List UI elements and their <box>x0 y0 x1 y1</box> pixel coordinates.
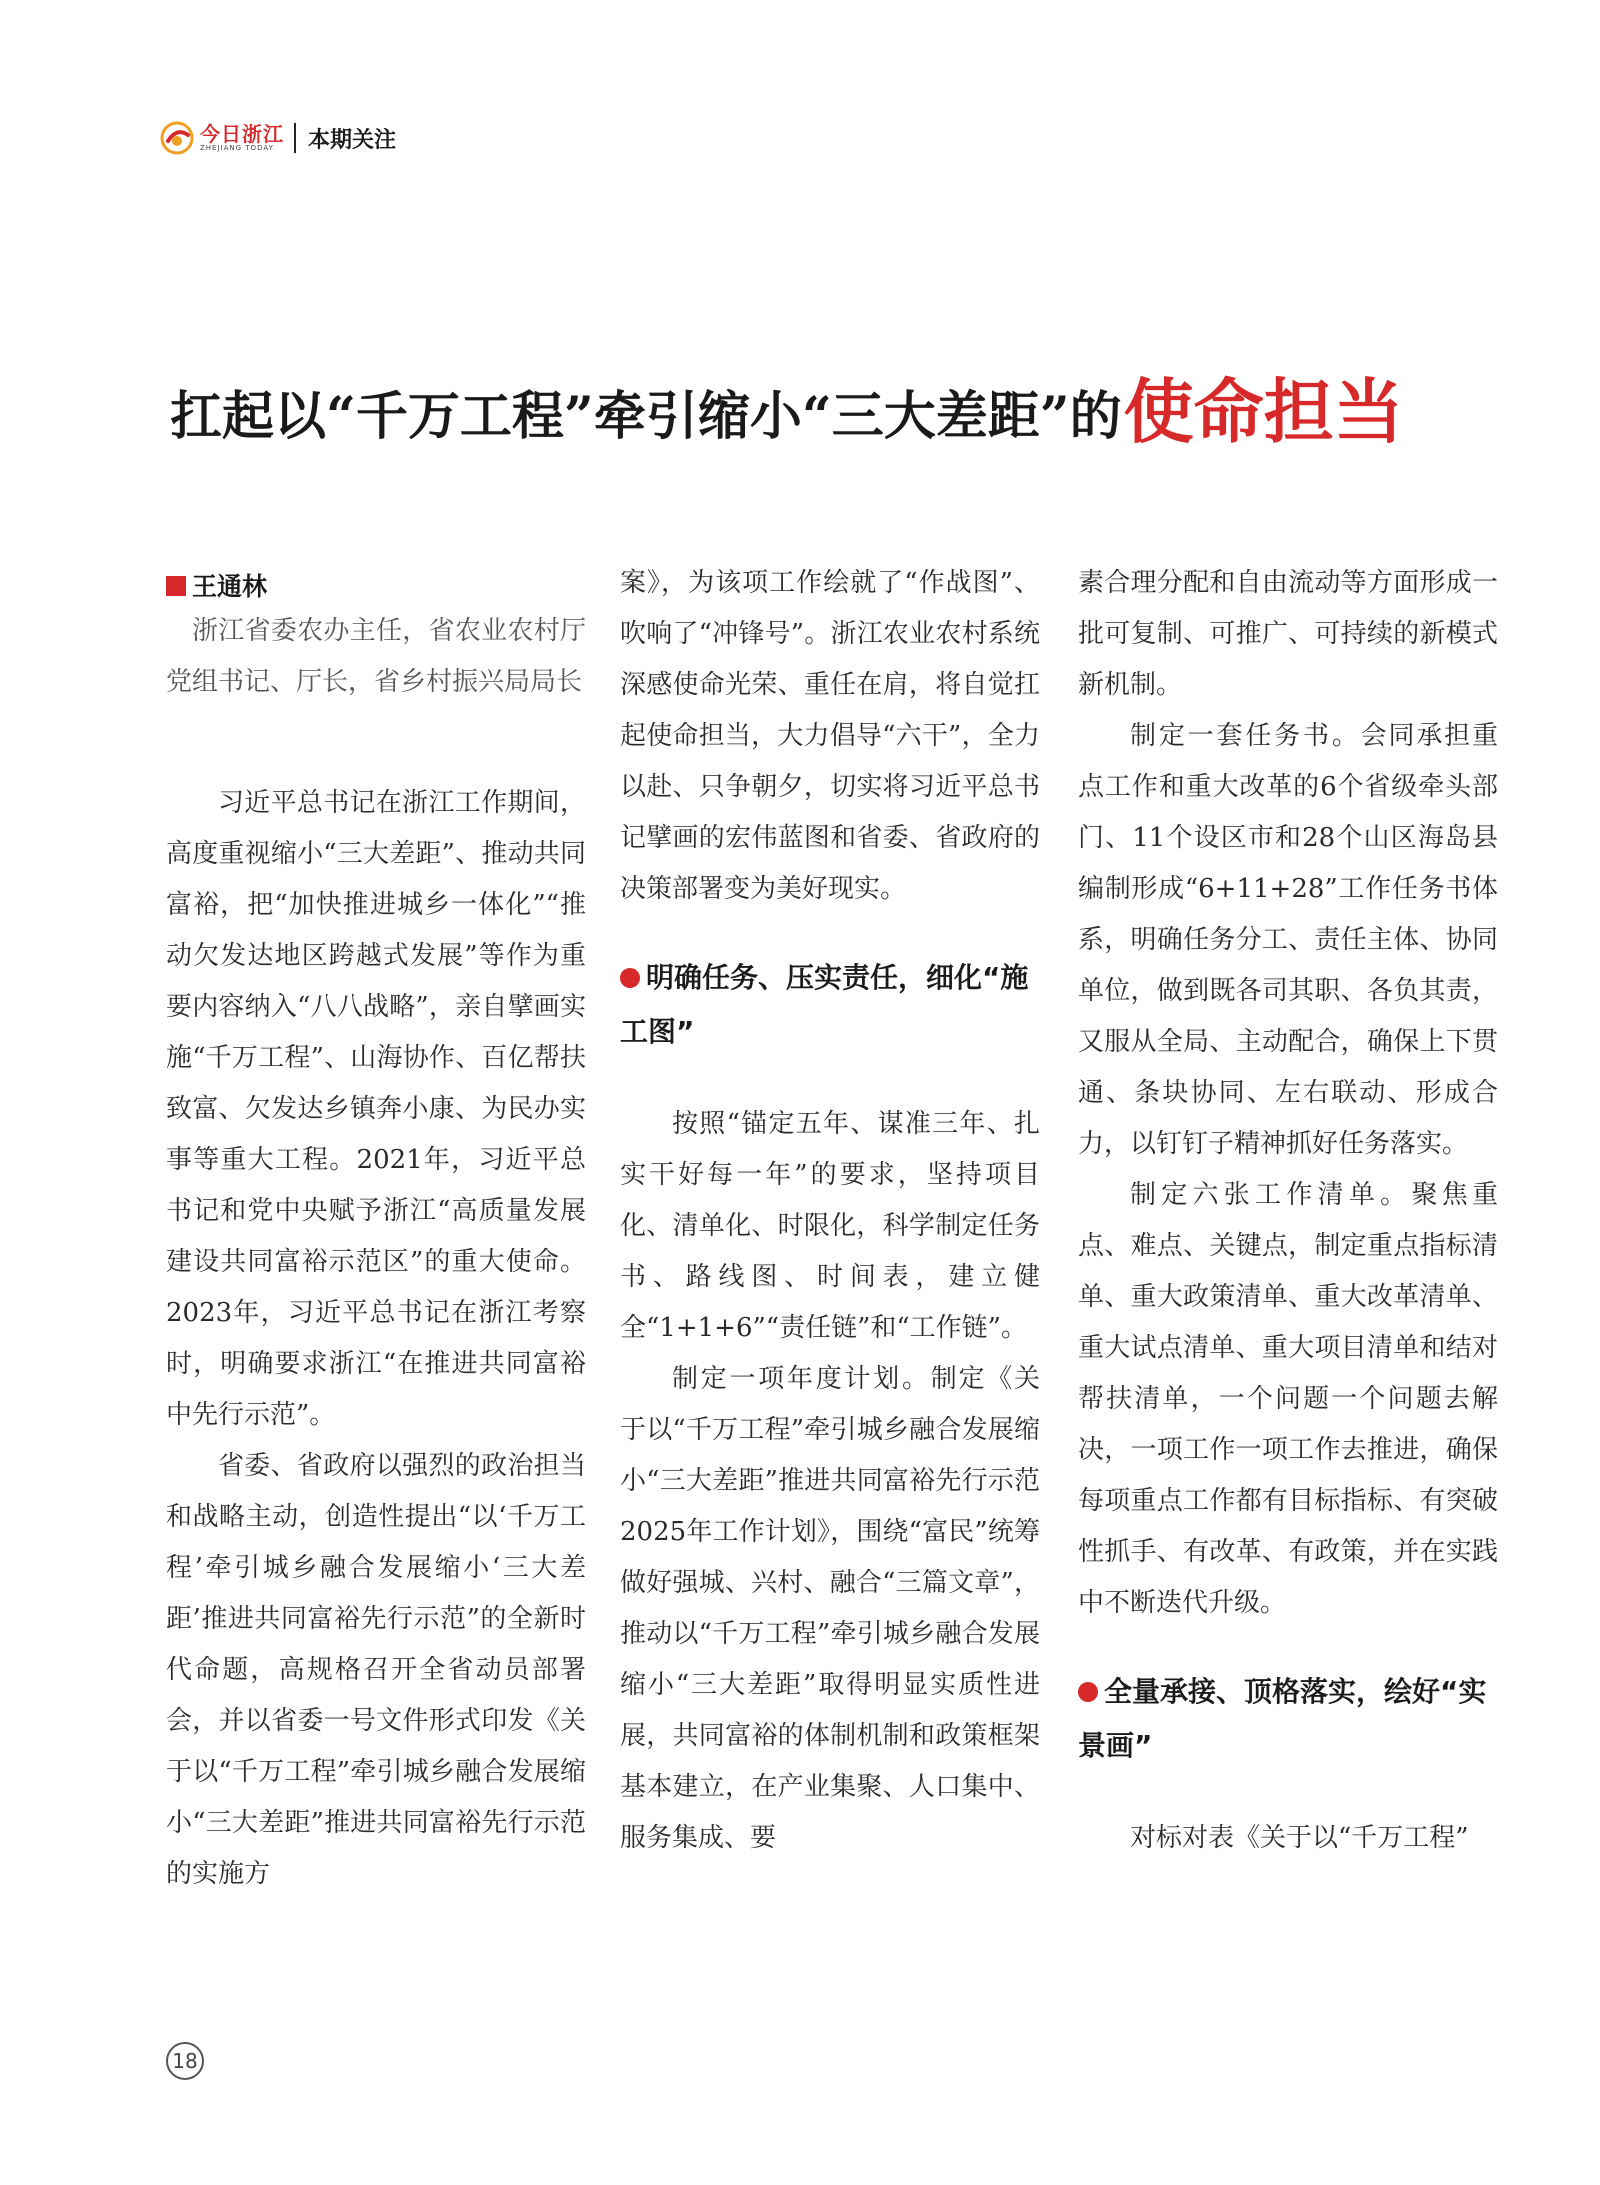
paragraph-3: 案》，为该项工作绘就了“作战图”、吹响了“冲锋号”。浙江农业农村系统深感使命光荣、重任在肩，将自觉扛起使命担当，大力倡导“六干”，全力以赴、只争朝夕，切实将习近平总书记擘画的宏伟蓝图和省委、省政府的决策部署变为美好现实。 <box>620 568 1040 904</box>
paragraph-4: 按照“锚定五年、谋准三年、扎实干好每一年”的要求，坚持项目化、清单化、时限化，科学制定任务书、路线图、时间表，建立健全“1+1+6”“责任链”和“工作链”。 <box>620 1109 1040 1343</box>
title-main: 扛起以“千万工程”牵引缩小“三大差距”的 <box>170 386 1122 447</box>
logo-chinese: 今日浙江 <box>200 121 284 146</box>
column-1 <box>166 558 586 1900</box>
paragraph-8 <box>1078 1170 1498 1629</box>
logo-icon <box>160 121 194 155</box>
paragraph-1: 习近平总书记在浙江工作期间，高度重视缩小“三大差距”、推动共同富裕，把“加快推进城乡一体化”“推动欠发达地区跨越式发展”等作为重要内容纳入“八八战略”，亲自擘画实施“千万工程”、山海协作、百亿帮扶致富、欠发达乡镇奔小康、为民办实事等重大工程。2021年，习近平总书记和党中央赋予浙江“高质量发展建设共同富裕示范区”的重大使命。2023年，习近平总书记在浙江考察时，明确要求浙江“在推进共同富裕中先行示范”。 <box>166 788 586 1430</box>
page-number: 18 <box>166 2042 204 2080</box>
title-highlight: 使命担当 <box>1123 371 1404 453</box>
author-marker-icon <box>166 576 186 596</box>
section-heading-1-text: 明确任务、压实责任，细化“施工图” <box>620 961 1029 1048</box>
spacer <box>166 708 586 778</box>
logo-english: ZHEJIANG TODAY <box>200 143 274 152</box>
paragraph-5-lead: 制定一项年度计划。 <box>672 1364 931 1394</box>
paragraph-8-text: 聚焦重点、难点、关键点，制定重点指标清单、重大政策清单、重大改革清单、重大试点清单、重大项目清单和结对帮扶清单，一个问题一个问题去解决，一项工作一项工作去推进，确保每项重点工作都有目标指标、有突破性抓手、有改革、有政策，并在实践中不断迭代升级。 <box>1078 1180 1498 1618</box>
header-divider <box>294 123 296 153</box>
section-heading-2-text: 全量承接、顶格落实，绘好“实景画” <box>1078 1675 1487 1762</box>
paragraph-5-text: 制定《关于以“千万工程”牵引城乡融合发展缩小“三大差距”推进共同富裕先行示范2025年工作计划》，围绕“富民”统筹做好强城、兴村、融合“三篇文章”，推动以“千万工程”牵引城乡融合发展缩小“三大差距”取得明显实质性进展，共同富裕的体制机制和政策框架基本建立，在产业集聚、人口集中、服务集成、要 <box>620 1364 1040 1853</box>
paragraph-7-text: 会同承担重点工作和重大改革的6个省级牵头部门、11个设区市和28个山区海岛县编制形成“6+11+28”工作任务书体系，明确任务分工、责任主体、协同单位，做到既各司其职、各负其责，又服从全局、主动配合，确保上下贯通、条块协同、左右联动、形成合力，以钉钉子精神抓好任务落实。 <box>1078 721 1498 1159</box>
paragraph-2: 省委、省政府以强烈的政治担当和战略主动，创造性提出“以‘千万工程’牵引城乡融合发展缩小‘三大差距’推进共同富裕先行示范”的全新时代命题，高规格召开全省动员部署会，并以省委一号文件形式印发《关于以“千万工程”牵引城乡融合发展缩小“三大差距”推进共同富裕先行示范的实施方 <box>166 1451 586 1889</box>
section-heading-2 <box>1078 1665 1498 1773</box>
paragraph-7 <box>1078 711 1498 1170</box>
article-title <box>170 362 1490 452</box>
author-name: 王通林 <box>192 571 268 601</box>
author-position: 浙江省委农办主任，省农业农村厅党组书记、厅长，省乡村振兴局局长 <box>166 616 586 697</box>
paragraph-8-lead: 制定六张工作清单。 <box>1130 1180 1412 1210</box>
section-label: 本期关注 <box>308 127 397 153</box>
column-3 <box>1078 558 1498 1864</box>
paragraph-6: 素合理分配和自由流动等方面形成一批可复制、可推广、可持续的新模式新机制。 <box>1078 568 1498 700</box>
section-heading-1 <box>620 951 1040 1059</box>
bullet-dot-icon <box>1078 1682 1098 1702</box>
paragraph-9: 对标对表《关于以“千万工程” <box>1130 1823 1469 1853</box>
bullet-dot-icon <box>620 968 640 988</box>
author-byline <box>166 566 586 606</box>
paragraph-5 <box>620 1354 1040 1864</box>
masthead <box>160 118 396 158</box>
column-2 <box>620 558 1040 1864</box>
paragraph-7-lead: 制定一套任务书。 <box>1130 721 1361 751</box>
logo-text <box>200 121 284 153</box>
